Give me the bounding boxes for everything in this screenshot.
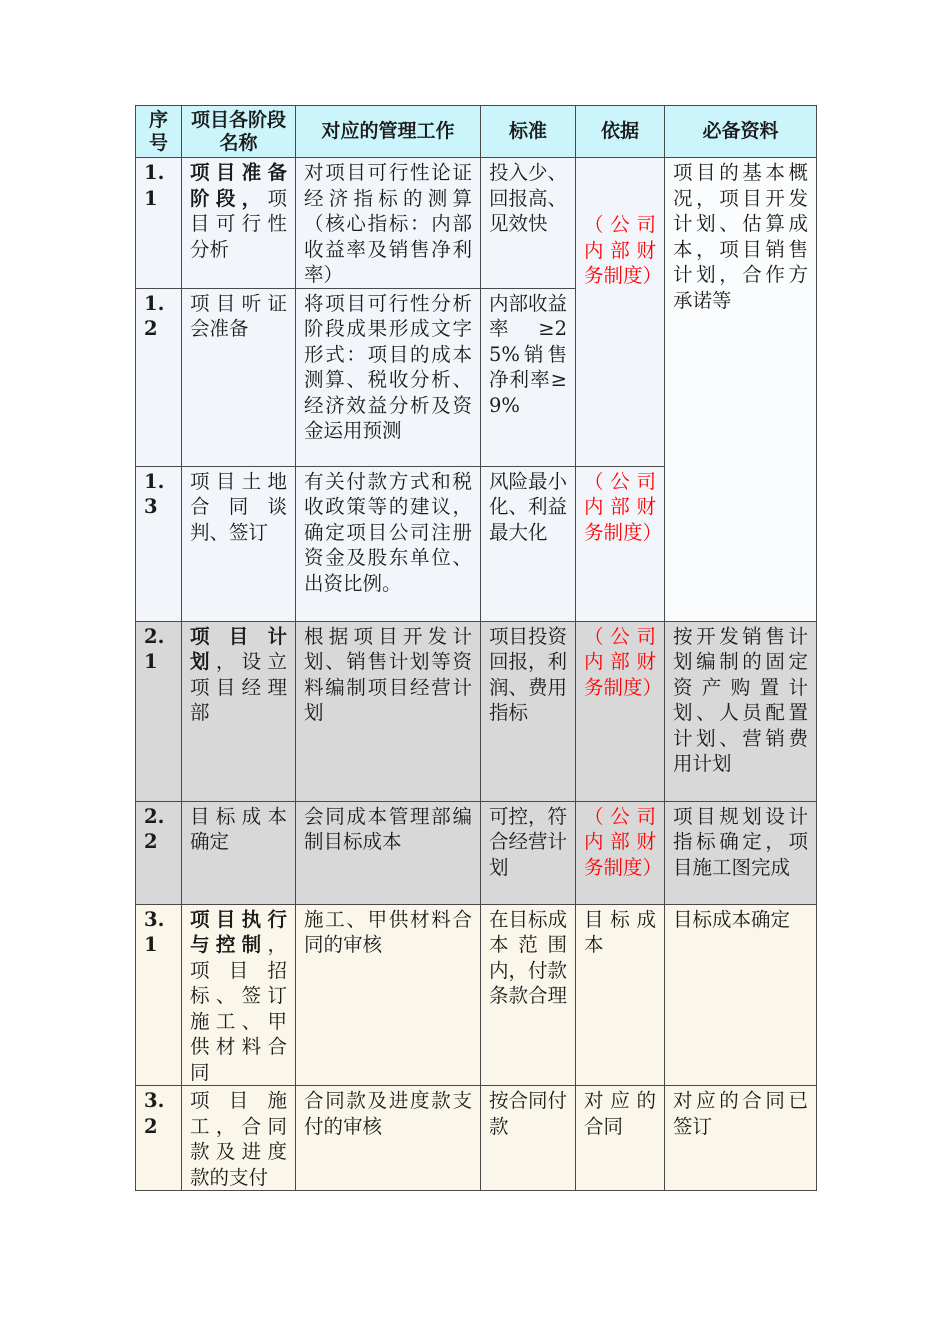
row-standard: 投入少、回报高、见效快 <box>481 158 576 289</box>
header-standard: 标准 <box>481 106 576 158</box>
row-standard: 内部收益率≥25%销售净利率≥9% <box>481 288 576 466</box>
row-work: 有关付款方式和税收政策等的建议，确定项目公司注册资金及股东单位、出资比例。 <box>296 466 481 621</box>
row-materials: 目标成本确定 <box>665 904 817 1086</box>
row-standard: 风险最小化、利益最大化 <box>481 466 576 621</box>
row-stage <box>182 904 296 1086</box>
table-row <box>136 801 817 904</box>
row-materials: 项目的基本概况，项目开发计划、估算成本，项目销售计划，合作方承诺等 <box>665 158 817 622</box>
row-stage: 项目土地合同谈判、签订 <box>182 466 296 621</box>
stage-detail: ，设立项目经理部 <box>190 650 287 724</box>
row-stage: 项目施工，合同款及进度款的支付 <box>182 1086 296 1191</box>
row-basis: （公司内部财务制度） <box>576 466 665 621</box>
header-stage: 项目各阶段名称 <box>182 106 296 158</box>
row-seq: 1.1 <box>136 158 182 289</box>
row-work: 会同成本管理部编制目标成本 <box>296 801 481 904</box>
table-row <box>136 621 817 801</box>
header-basis: 依据 <box>576 106 665 158</box>
table-row <box>136 1086 817 1191</box>
table-row <box>136 158 817 289</box>
row-seq: 2.2 <box>136 801 182 904</box>
row-seq: 1.2 <box>136 288 182 466</box>
row-basis: 目标成本 <box>576 904 665 1086</box>
row-materials: 项目规划设计指标确定，项目施工图完成 <box>665 801 817 904</box>
row-work: 将项目可行性分析阶段成果形成文字形式：项目的成本测算、税收分析、经济效益分析及资金运用预测 <box>296 288 481 466</box>
row-seq: 2.1 <box>136 621 182 801</box>
row-work: 根据项目开发计划、销售计划等资料编制项目经营计划 <box>296 621 481 801</box>
header-row <box>136 106 817 158</box>
row-work: 合同款及进度款支付的审核 <box>296 1086 481 1191</box>
row-standard: 按合同付款 <box>481 1086 576 1191</box>
stage-heading: 项目计划 <box>190 624 287 673</box>
row-stage: 项目听证会准备 <box>182 288 296 466</box>
header-seq: 序号 <box>136 106 182 158</box>
row-standard: 在目标成本范围内，付款条款合理 <box>481 904 576 1086</box>
header-materials: 必备资料 <box>665 106 817 158</box>
row-materials: 按开发销售计划编制的固定资产购置计划、人员配置计划、营销费用计划 <box>665 621 817 801</box>
row-stage: 目标成本确定 <box>182 801 296 904</box>
row-seq: 3.2 <box>136 1086 182 1191</box>
stage-detail: ，项目招标、签订施工、甲供材料合同 <box>190 933 287 1084</box>
header-work: 对应的管理工作 <box>296 106 481 158</box>
stage-heading: 项目执行与控制 <box>190 907 287 956</box>
row-basis: （公司内部财务制度） <box>576 158 665 467</box>
row-basis: （公司内部财务制度） <box>576 801 665 904</box>
row-stage <box>182 158 296 289</box>
row-standard: 项目投资回报，利润、费用指标 <box>481 621 576 801</box>
stage-heading: 项目准备阶段， <box>190 161 287 210</box>
row-basis: 对应的合同 <box>576 1086 665 1191</box>
row-work: 对项目可行性论证经济指标的测算（核心指标：内部收益率及销售净利率） <box>296 158 481 289</box>
project-stage-table <box>135 105 817 1191</box>
table-row <box>136 904 817 1086</box>
row-basis: （公司内部财务制度） <box>576 621 665 801</box>
row-standard: 可控，符合经营计划 <box>481 801 576 904</box>
row-materials: 对应的合同已签订 <box>665 1086 817 1191</box>
stage-detail: 项目可行性分析 <box>190 186 287 261</box>
row-seq: 1.3 <box>136 466 182 621</box>
row-work: 施工、甲供材料合同的审核 <box>296 904 481 1086</box>
row-stage <box>182 621 296 801</box>
row-seq: 3.1 <box>136 904 182 1086</box>
